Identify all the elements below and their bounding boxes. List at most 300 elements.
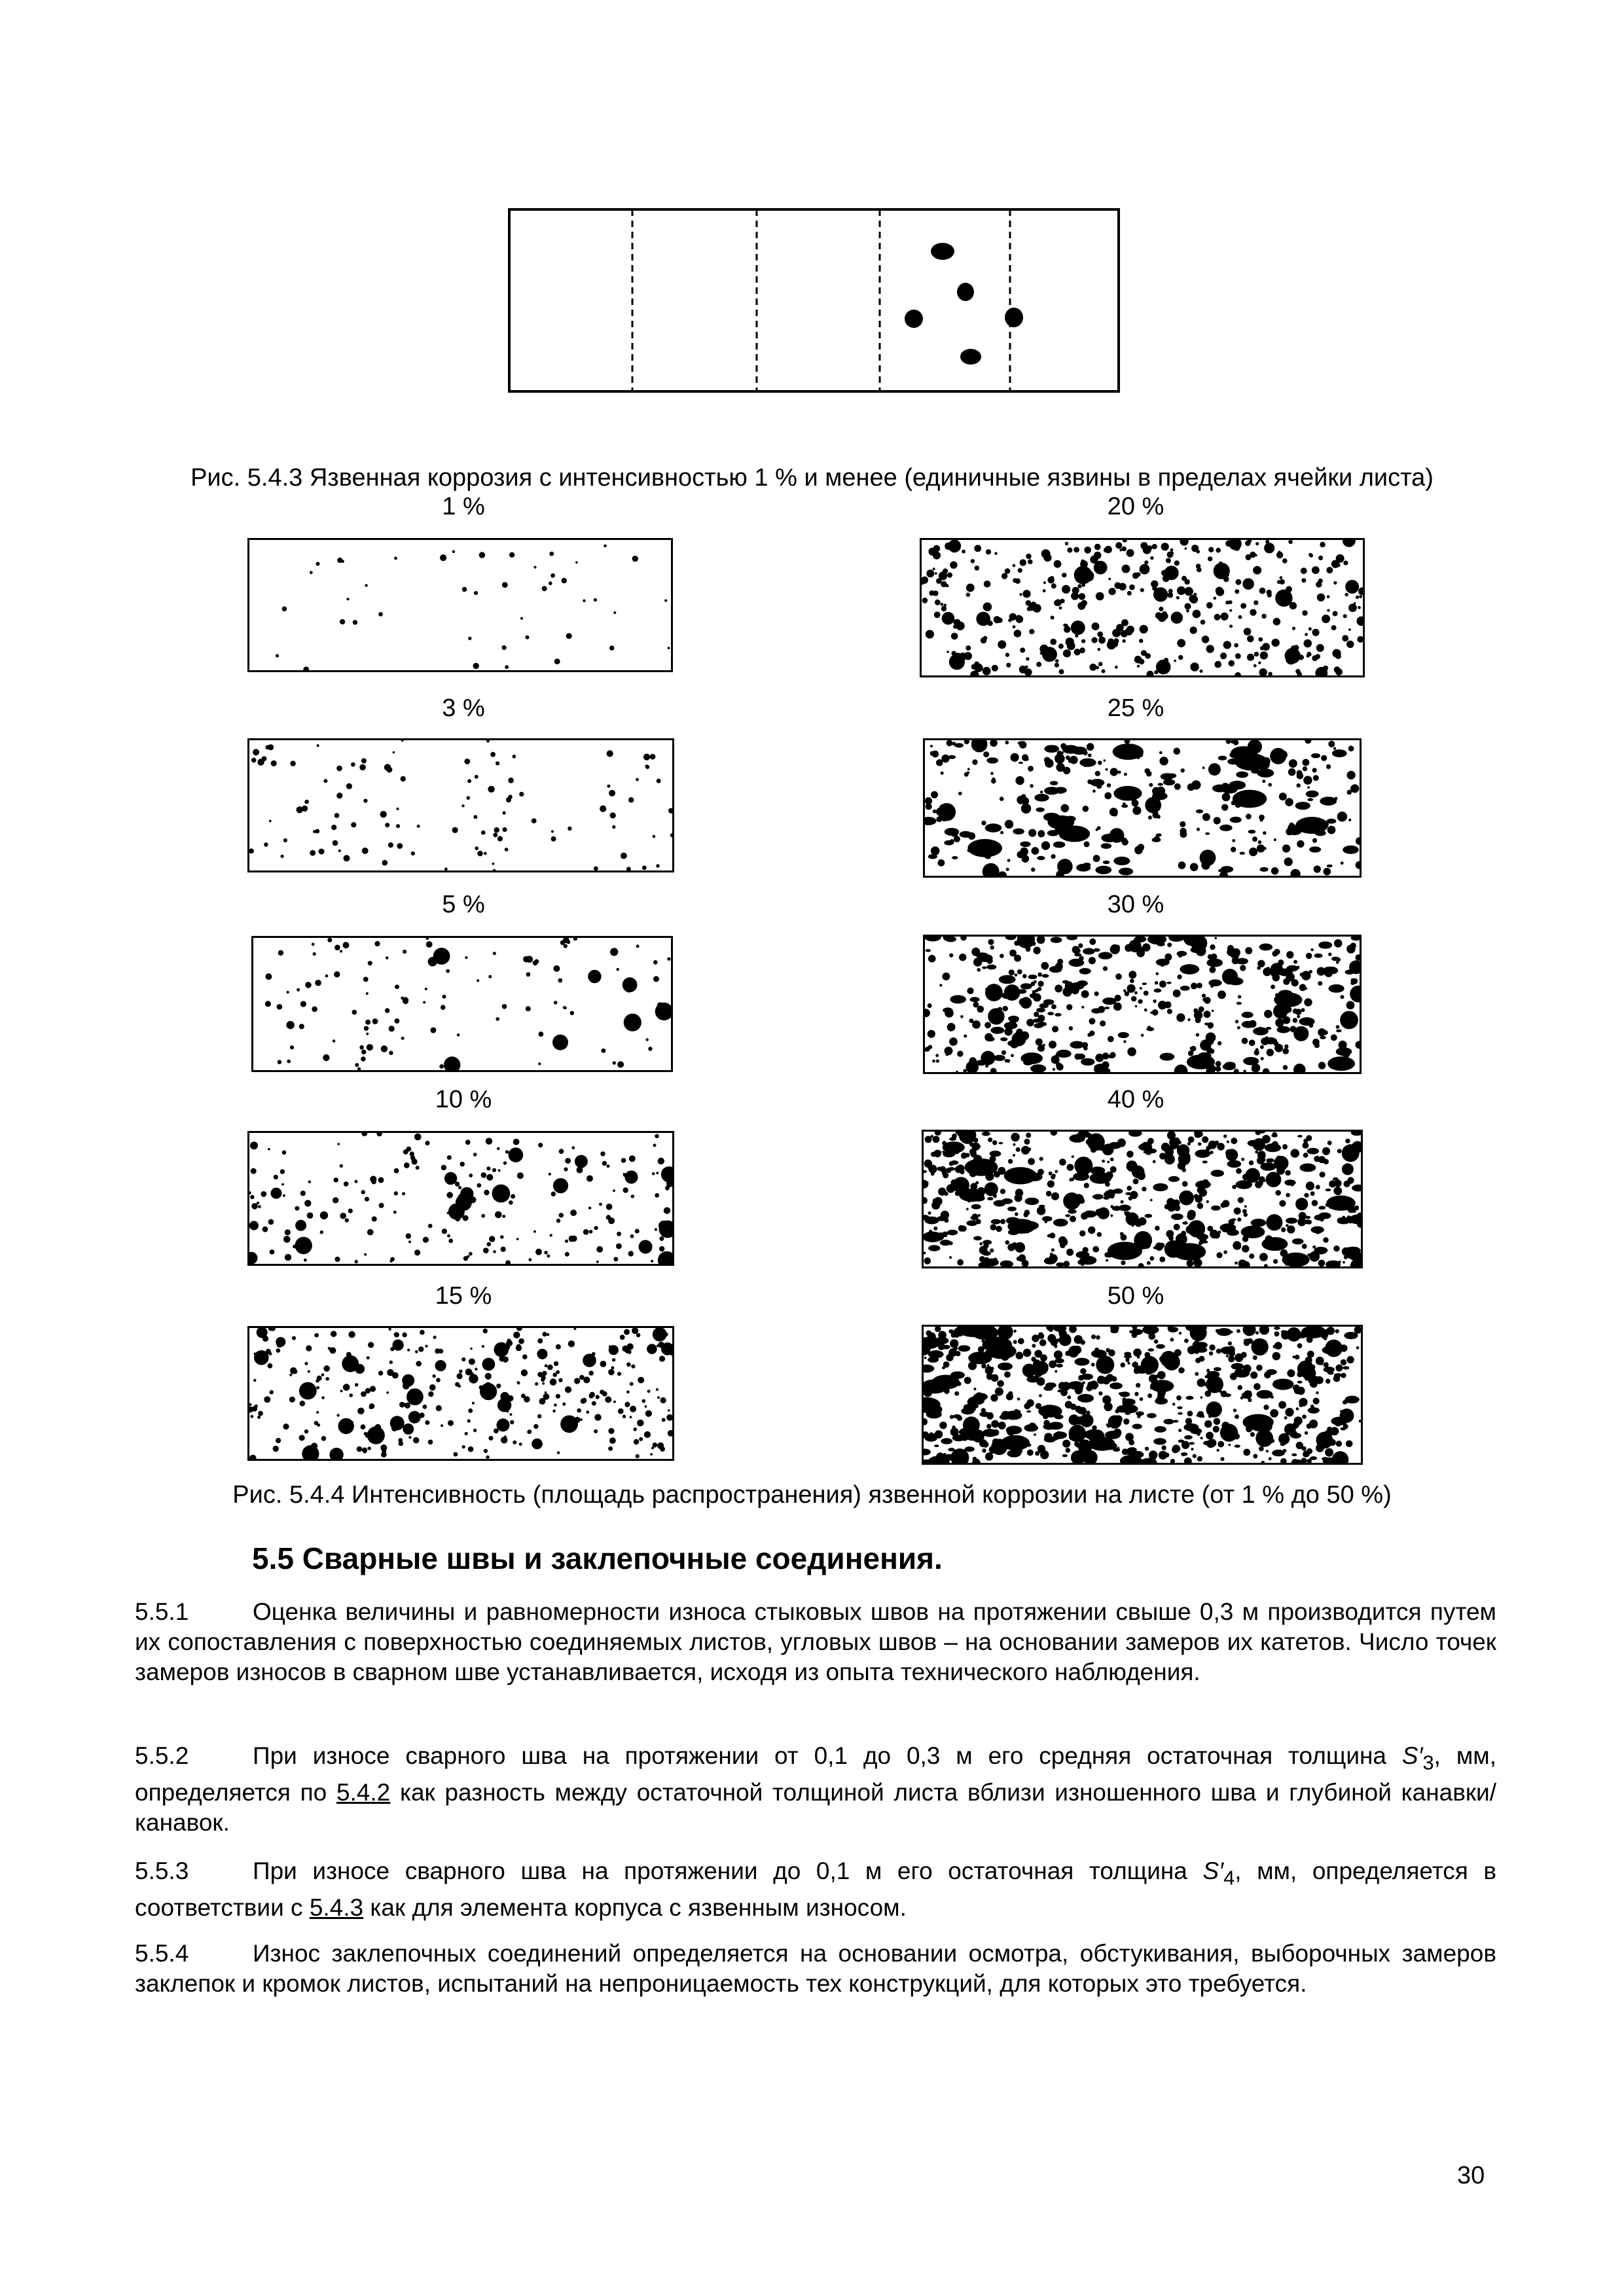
pit [428,1391,433,1397]
pit [1214,614,1221,620]
pit [651,1260,653,1263]
pit [308,1181,311,1183]
pit [1242,1038,1248,1045]
pit [475,846,478,850]
pit [557,1451,560,1454]
pit [1185,547,1187,550]
pit [1180,964,1199,975]
pit [361,1424,366,1429]
pit [1214,817,1221,824]
pit [1015,1447,1022,1454]
paragraph-text: При износе сварного шва на протяжении от 0,1 до 0,3 м его средняя остаточная толщина [253,1742,1402,1769]
pit [458,1186,461,1189]
pit [454,1452,458,1457]
pit [647,1344,657,1354]
paragraph-number: 5.5.4 [135,1940,189,1967]
pit [924,1365,934,1372]
pit [984,581,991,588]
pit [1121,547,1127,552]
pit [1078,943,1083,948]
pit [1282,1048,1289,1054]
pit [1031,601,1036,607]
pit [542,1382,545,1385]
pit [1327,865,1333,868]
pit [1053,1219,1068,1227]
pit [1174,747,1181,755]
pit [1235,653,1241,659]
pit [464,759,470,764]
pit [1227,1434,1233,1441]
pit [1343,540,1356,547]
pit [610,948,618,956]
pit [1182,1181,1188,1187]
pit [1030,784,1034,788]
pit [1164,1154,1175,1164]
pit [390,1416,405,1430]
pit [1062,573,1066,577]
pit [933,552,941,560]
pit [250,1141,258,1149]
pit [1083,863,1091,867]
pit [1146,771,1152,777]
pit [282,607,287,612]
pit [395,1018,400,1024]
pit [1132,1224,1134,1227]
pit [1244,1390,1252,1399]
pit [1143,1221,1146,1225]
pit [320,1211,328,1219]
pit [481,831,486,835]
pit [1098,662,1103,666]
pit [1205,833,1210,835]
pit [612,1358,615,1361]
pit [1226,1149,1238,1161]
pit [609,1346,612,1349]
pit [1079,759,1096,767]
pit [1197,1378,1206,1387]
pit [1057,959,1063,965]
pit [1354,602,1356,605]
pit [1221,1457,1225,1461]
pit [1255,1048,1259,1051]
pit [1164,658,1168,662]
pit [588,970,601,983]
pit [1144,1352,1150,1358]
pit [1333,1246,1339,1251]
pit [1315,654,1320,659]
pit [990,946,994,950]
pit [1182,1068,1185,1071]
pit [1313,1398,1320,1405]
pit [570,1210,577,1216]
pit [1272,1132,1277,1137]
pit [1007,859,1011,862]
pit [1261,1461,1265,1463]
pit [642,1399,646,1403]
pit [945,1009,954,1018]
pit [967,768,970,770]
pit [1127,591,1132,596]
pit [490,752,496,757]
pit [423,1405,427,1409]
pit [1014,630,1022,637]
pit [1327,1141,1332,1145]
pit [1176,1395,1182,1401]
pit [1310,1380,1318,1388]
pit [1336,1025,1340,1029]
pit [482,1345,484,1348]
pit [624,1170,638,1183]
pit [1243,1449,1250,1456]
pit [1081,990,1089,998]
pit [947,573,952,578]
pit [333,840,338,846]
pit [956,1071,958,1072]
pit [990,1224,997,1230]
pit [1168,589,1173,594]
pit [1214,1367,1221,1371]
pit [938,859,945,867]
pit [941,606,947,611]
pit [1110,1214,1113,1217]
pit [974,545,981,552]
pit [1066,1448,1071,1453]
pit [504,1435,507,1439]
pit [1086,1385,1092,1391]
pit [1149,1374,1157,1383]
pit [575,562,578,564]
pit [289,1374,292,1376]
pit [936,1452,944,1460]
pit [1291,1454,1297,1456]
pit [942,1151,945,1153]
paragraph-5-5-1 [135,1597,1496,1687]
pit [1125,1358,1129,1362]
pit [1083,762,1088,767]
pit [1008,1159,1013,1164]
pit [1322,1147,1330,1155]
pit [1087,1033,1091,1037]
pit [1179,1332,1182,1335]
pit [1290,1026,1297,1032]
pit [655,1228,657,1230]
pit [485,1373,492,1380]
pit [992,1140,997,1145]
pit [304,800,309,804]
pit [1043,581,1046,584]
pit [1133,1348,1142,1357]
pit [1318,981,1322,986]
pit [606,1164,609,1168]
pit [664,1207,670,1213]
pit [520,617,523,620]
pit [983,1251,991,1256]
paragraph-text: как для элемента корпуса с язвенным износом. [363,1894,907,1922]
pit [1261,1237,1288,1251]
pit [397,843,403,849]
pit [1222,793,1231,801]
pit [1318,1062,1326,1069]
pit [1152,1009,1159,1016]
pit [958,1345,971,1352]
pit [1136,572,1140,577]
pit [320,1230,323,1234]
pit [1104,548,1109,553]
pit [1263,1405,1269,1410]
pit [1024,1139,1030,1145]
pit [316,1411,319,1414]
pit [1251,1219,1267,1227]
pit [461,1357,465,1361]
pit [1049,1254,1057,1263]
pit [1250,1372,1257,1379]
pit [1098,761,1102,765]
paragraph-text: как разность между остаточной толщиной листа вблизи изношенного шва и глубиной канавки/канавок. [135,1779,1496,1837]
pit [1110,1166,1117,1173]
pit [1111,1376,1117,1382]
pit [987,1337,996,1342]
pit [533,1230,536,1233]
pit [610,812,616,818]
pit [1040,791,1043,793]
pit [1213,1426,1219,1432]
pit [1189,1442,1195,1444]
pit [971,1204,981,1210]
pit [933,1136,940,1143]
pit [1152,586,1157,590]
pit [1005,653,1009,656]
section-link-5-4-2[interactable]: 5.4.2 [336,1779,391,1806]
pit [1196,1033,1199,1036]
pit [931,791,938,798]
corrosion-panel-40 [922,1130,1363,1268]
pit [1146,1372,1152,1375]
pit [562,1045,565,1048]
pit [1050,747,1054,751]
pit [1079,1230,1085,1236]
pit [1048,1405,1053,1407]
pit [1140,588,1144,592]
pit [1190,662,1199,671]
pit [1266,1369,1277,1375]
pit [1124,1352,1131,1356]
pit [257,1416,261,1419]
pit [1009,992,1015,997]
pit [1348,1022,1353,1028]
pit [1351,1132,1361,1136]
pit [363,798,367,802]
pit [355,1180,358,1183]
pit [1247,1175,1252,1180]
pit [551,836,556,842]
pit [985,1037,994,1042]
pit [369,1406,372,1409]
pit [1106,1259,1108,1262]
pit [639,1437,643,1441]
pit [276,654,279,657]
pit [268,1219,274,1225]
pit [957,1050,963,1056]
pit-texture [249,740,672,870]
pit [1271,984,1275,989]
pit [1110,1329,1118,1333]
pit [594,1226,598,1230]
pit [960,1170,965,1174]
paragraph-text: Износ заклепочных соединений определяется на основании осмотра, обстукивания, выборочных замеров заклепок и кромок листов, испытаний на непроницаемость тех конструкций, для которых это требуется. [135,1940,1496,1997]
pit [550,1378,557,1386]
pit [526,1006,531,1011]
pit [939,571,947,580]
pit [1204,1382,1210,1386]
pit [1076,1054,1085,1059]
pit [1150,1256,1155,1261]
pit [634,1439,639,1444]
pit [954,743,964,747]
pit [1332,749,1347,757]
pit [1150,556,1153,560]
pit [502,827,507,832]
pit [1140,1397,1144,1401]
pit [447,1211,450,1214]
corrosion-panel-10 [247,1131,674,1266]
pit [355,1383,358,1386]
pit [1305,1329,1311,1335]
pit [1091,1350,1107,1358]
pit [983,863,1000,876]
pit [367,1044,373,1050]
pit [601,1049,605,1053]
pit [1329,1439,1336,1446]
pit [461,804,464,807]
pit [1290,602,1297,609]
pit [1274,1342,1282,1350]
pit [1011,1133,1019,1141]
panel-label: 15 % [435,1282,492,1310]
pit [953,624,957,628]
pit [1284,857,1293,866]
pit [1176,596,1180,600]
pit [1152,812,1159,819]
pit [981,821,986,825]
pit [1324,1030,1328,1035]
pit [967,839,1002,857]
pit [1069,1327,1077,1333]
pit [481,1172,487,1178]
pit-texture [922,540,1363,675]
pit [998,618,1003,623]
pit [1233,1408,1236,1412]
pit [1034,1012,1039,1017]
pit [472,1402,475,1405]
pit [1110,828,1125,843]
pit [304,1362,308,1365]
pit [925,937,941,941]
pit [1335,1424,1340,1427]
pit [968,833,975,840]
pit [1329,984,1344,993]
pit [1296,1153,1299,1156]
pit [1030,993,1040,998]
pit [600,1151,605,1156]
pit [1283,978,1290,985]
pit [1334,666,1341,673]
pit [1127,549,1134,557]
pit [1225,601,1229,605]
pit [1285,1170,1291,1176]
pit [1201,861,1210,869]
pit [413,1437,419,1443]
pit [1092,1196,1095,1198]
pit [457,1373,463,1379]
pit [262,1227,268,1232]
pit [1232,839,1235,842]
pit [600,1361,607,1367]
pit [1084,1448,1090,1454]
pit [1178,1439,1184,1443]
pit [948,1348,957,1357]
section-link-5-4-3[interactable]: 5.4.3 [309,1894,364,1922]
pit [1007,1207,1017,1211]
pit [964,740,969,744]
pit [364,1026,369,1031]
pit [352,1010,357,1015]
pit [271,761,277,766]
pit [1229,660,1235,667]
pit [1260,1045,1264,1049]
pit [1098,1145,1109,1151]
pit [1252,1067,1256,1071]
pit [1207,1371,1220,1378]
pit [1217,1449,1219,1452]
pit [1174,1349,1182,1356]
pit [983,1441,988,1447]
pit [495,1211,502,1219]
pit [1157,1371,1166,1380]
pit [1256,1365,1263,1371]
pit [952,1426,956,1429]
pit [1168,937,1185,942]
pit [1038,1169,1044,1175]
pit [1282,844,1290,852]
pit [1125,1412,1130,1414]
pit [1000,954,1004,958]
pit [446,969,450,973]
pit [359,1045,364,1050]
pit [1257,768,1274,778]
pit [1001,1198,1013,1204]
pit [1265,1036,1269,1039]
pit [1043,1044,1045,1047]
pit [1242,1012,1254,1018]
pit [344,1181,349,1187]
pit [321,1396,325,1399]
pit [1352,1185,1361,1192]
pit [558,978,562,983]
pit [363,977,369,982]
pit [1160,1053,1175,1061]
pit [473,1153,477,1157]
pit [630,1416,632,1418]
pit [1220,1223,1236,1232]
pit [1276,552,1283,558]
pit [389,1051,393,1055]
pit [537,1414,541,1418]
pit [645,765,649,769]
pit [423,1237,429,1243]
pit [1273,1259,1278,1264]
pit [1307,654,1310,657]
pit [300,1401,306,1407]
